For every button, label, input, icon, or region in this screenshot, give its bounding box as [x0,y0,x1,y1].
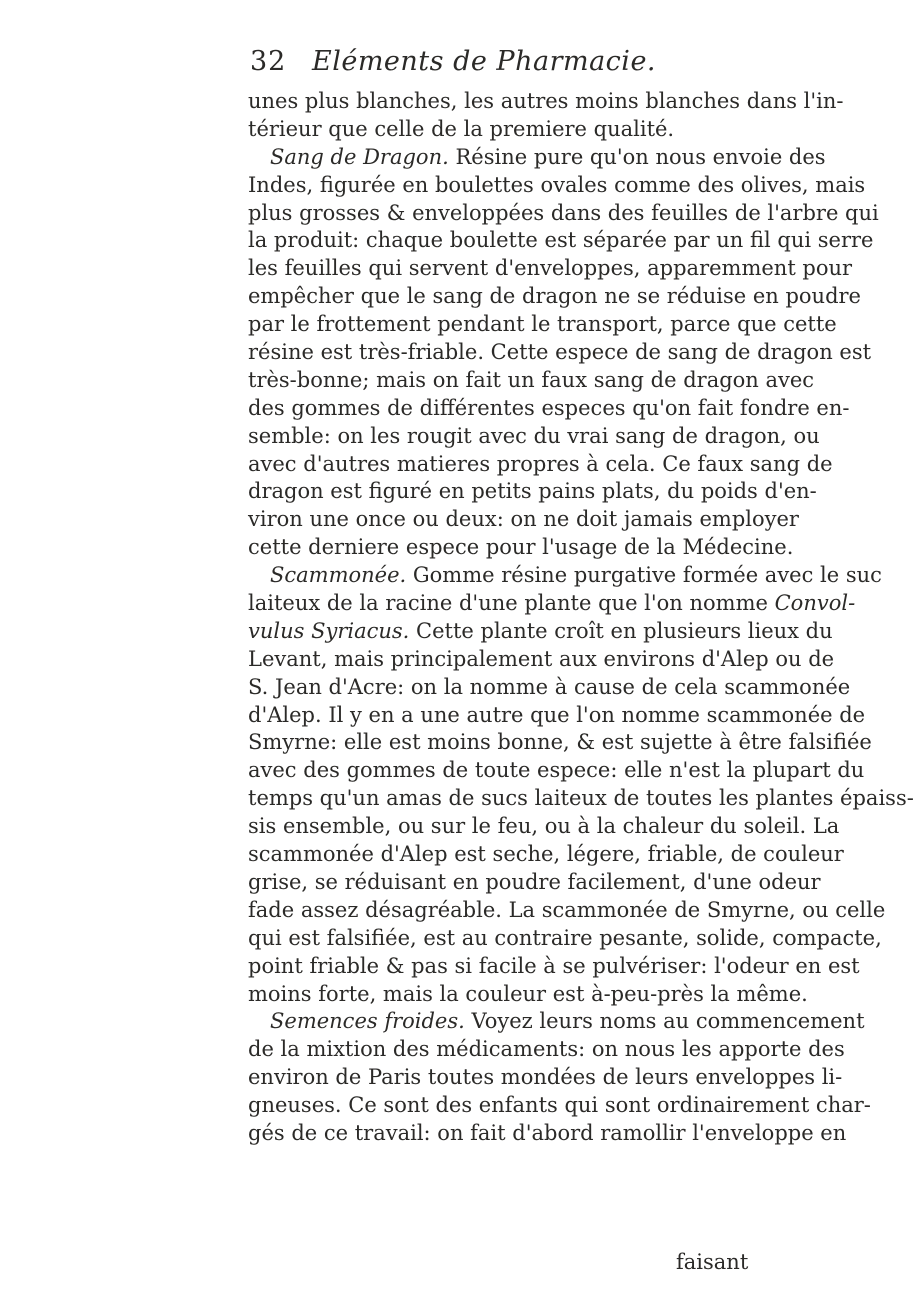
text-line [248,590,856,618]
text-line [248,451,833,479]
text-run: Résine pure qu'on nous envoie des [448,144,826,169]
text-line [248,339,872,367]
text-run: d'Alep. Il y en a une autre que l'on nomme scammonée de [248,702,866,727]
text-run: sis ensemble, ou sur le feu, ou à la chaleur du soleil. La [248,814,840,839]
text-line [248,1008,865,1036]
text-run: semble: on les rougit avec du vrai sang de dragon, ou [248,423,820,448]
text-line [248,227,874,255]
text-line [248,953,860,981]
text-run: térieur que celle de la premiere qualité. [248,116,675,141]
text-line [248,841,844,869]
running-title: Eléments de Pharmacie. [312,46,657,77]
text-line [248,88,844,116]
body-text [248,88,914,1148]
text-line [248,1036,845,1064]
text-run: S. Jean d'Acre: on la nomme à cause de cela scammonée [248,674,851,699]
text-run: des gommes de différentes especes qu'on fait fondre en- [248,395,850,420]
page-header [0,46,800,86]
text-run: les feuilles qui servent d'enveloppes, apparemment pour [248,256,853,281]
text-run: empêcher que le sang de dragon ne se réduise en poudre [248,284,861,309]
text-line [248,981,808,1009]
text-run: cette derniere espece pour l'usage de la Médecine. [248,535,794,560]
text-run: par le frottement pendant le transport, parce que cette [248,312,837,337]
text-run: Cette plante croît en plusieurs lieux du [409,618,833,643]
text-line [248,674,851,702]
text-line [248,646,835,674]
text-run: Voyez leurs noms au commencement [464,1009,865,1034]
text-run: Indes, figurée en boulettes ovales comme des olives, mais [248,172,866,197]
italic-run: vulus Syriacus. [248,618,410,643]
text-run: résine est très-friable. Cette espece de sang de dragon est [248,340,872,365]
text-run: environ de Paris toutes mondées de leurs enveloppes li- [248,1065,843,1090]
catchword: faisant [676,1250,749,1274]
italic-run: Convol- [774,591,856,616]
text-line [248,423,820,451]
text-run: avec d'autres matieres propres à cela. Ce faux sang de [248,451,833,476]
text-line [248,395,850,423]
text-run: qui est falsifiée, est au contraire pesante, solide, compacte, [248,925,882,950]
text-line [248,1064,843,1092]
text-run: point friable & pas si facile à se pulvériser: l'odeur en est [248,953,860,978]
text-run: moins forte, mais la couleur est à-peu-près la même. [248,981,808,1006]
text-run: avec des gommes de toute espece: elle n'est la plupart du [248,758,865,783]
text-line [248,255,853,283]
text-run: laiteux de la racine d'une plante que l'on nomme [248,591,775,616]
text-line [248,729,872,757]
text-line [248,785,914,813]
text-line [248,283,861,311]
text-line [248,367,815,395]
text-run: Gomme résine purgative formée avec le suc [406,563,882,588]
text-run: dragon est figuré en petits pains plats, du poids d'en- [248,479,817,504]
text-run: fade assez désagréable. La scammonée de Smyrne, ou celle [248,897,886,922]
text-run: Levant, mais principalement aux environs d'Alep ou de [248,646,835,671]
text-run: plus grosses & enveloppées dans des feuilles de l'arbre qui [248,200,879,225]
text-line [248,311,837,339]
text-run: la produit: chaque boulette est séparée par un fil qui serre [248,228,874,253]
text-run: gés de ce travail: on fait d'abord ramollir l'enveloppe en [248,1120,847,1145]
text-run: scammonée d'Alep est seche, légere, friable, de couleur [248,842,844,867]
text-line [248,478,817,506]
text-line [248,144,826,172]
text-line [248,506,799,534]
text-line [248,1092,871,1120]
text-line [248,534,794,562]
text-run: très-bonne; mais on fait un faux sang de dragon avec [248,367,815,392]
italic-run: Sang de Dragon. [270,144,449,169]
text-line [248,702,866,730]
text-run: Smyrne: elle est moins bonne, & est sujette à être falsifiée [248,730,872,755]
italic-run: Semences froides. [270,1009,465,1034]
text-run: viron une once ou deux: on ne doit jamais employer [248,507,799,532]
text-run: unes plus blanches, les autres moins blanches dans l'in- [248,89,844,113]
text-line [248,618,833,646]
text-run: de la mixtion des médicaments: on nous les apporte des [248,1037,845,1062]
text-line [248,172,866,200]
text-run: gneuses. Ce sont des enfants qui sont ordinairement char- [248,1093,871,1118]
text-line [248,1120,847,1148]
text-run: grise, se réduisant en poudre facilement, d'une odeur [248,869,821,894]
italic-run: Scammonée. [270,563,407,588]
text-line [248,562,882,590]
page-number: 32 [250,46,287,77]
text-line [248,116,760,144]
text-line [248,757,865,785]
text-line [248,200,879,228]
text-line [248,813,840,841]
text-run: temps qu'un amas de sucs laiteux de toutes les plantes épaiss- [248,786,914,811]
text-line [248,897,886,925]
text-line [248,925,882,953]
text-line [248,869,821,897]
